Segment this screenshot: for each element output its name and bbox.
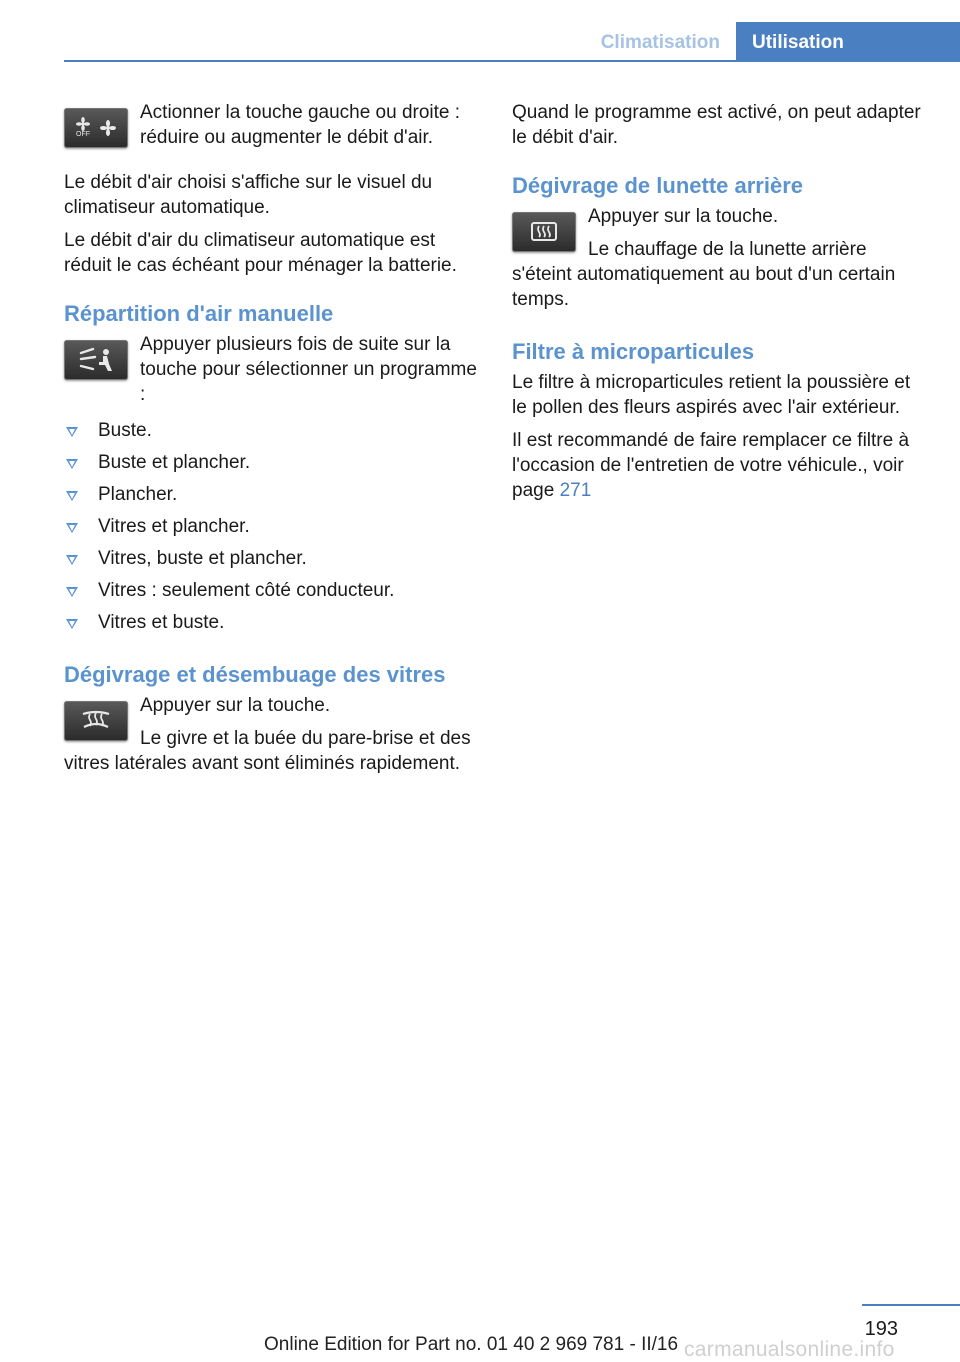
- header-chapter-tab: Utilisation: [736, 22, 960, 62]
- bullet-triangle-icon: [66, 459, 78, 469]
- fan-speed-block: [64, 100, 478, 158]
- air-distribution-text: Appuyer plusieurs fois de suite sur la touche pour sélectionner un programme :: [140, 334, 477, 405]
- fan-speed-button-image: [64, 108, 128, 148]
- windshield-press-text: Appuyer sur la touche.: [140, 695, 331, 716]
- heading-microfilter: Filtre à microparticules: [512, 339, 755, 364]
- list-item: Vitres : seulement côté conducteur.: [64, 575, 478, 607]
- list-item: Vitres, buste et plancher.: [64, 543, 478, 575]
- fan-speed-icon: [100, 120, 116, 136]
- header-section-title: Climatisation: [600, 32, 720, 53]
- page-header: [64, 22, 960, 62]
- list-item: Buste et plancher.: [64, 447, 478, 479]
- right-column: [512, 100, 928, 511]
- list-item: Vitres et buste.: [64, 607, 478, 639]
- list-item: Vitres et plancher.: [64, 511, 478, 543]
- bullet-triangle-icon: [66, 427, 78, 437]
- program-list: [64, 415, 478, 639]
- bullet-triangle-icon: [66, 523, 78, 533]
- windshield-defrost-icon: [81, 709, 111, 733]
- windshield-defrost-block: [64, 693, 478, 776]
- heading-air-distribution: Répartition d'air manuelle: [64, 301, 334, 326]
- rear-window-defrost-button-image: [512, 212, 576, 252]
- footer-edition-text: Online Edition for Part no. 01 40 2 969 781 - II/16: [264, 1334, 679, 1355]
- rear-window-press-text: Appuyer sur la touche.: [588, 206, 779, 227]
- heading-windshield-defrost: Dégivrage et désembuage des vitres: [64, 662, 446, 687]
- bullet-triangle-icon: [66, 491, 78, 501]
- air-distribution-icon: [79, 347, 113, 373]
- page-number: 193: [864, 1318, 898, 1340]
- header-rule: [64, 60, 960, 62]
- air-distribution-block: [64, 332, 478, 407]
- heading-rear-window-defrost: Dégivrage de lunette arrière: [512, 173, 804, 198]
- paragraph: Quand le programme est activé, on peut adapter le débit d'air.: [512, 102, 921, 148]
- air-distribution-button-image: [64, 340, 128, 380]
- rear-window-defrost-text: Le chauffage de la lunette arrière s'éteint automatiquement au bout d'un certain temps.: [512, 239, 896, 310]
- windshield-defrost-button-image: [64, 701, 128, 741]
- footer-rule: [862, 1304, 960, 1306]
- paragraph: Le filtre à microparticules retient la poussière et le pollen des fleurs aspirés avec l'air extérieur.: [512, 372, 911, 418]
- list-item: Plancher.: [64, 479, 478, 511]
- watermark: carmanualsonline.info: [684, 1338, 895, 1361]
- left-column: [64, 100, 478, 784]
- rear-window-defrost-block: [512, 204, 928, 312]
- fan-speed-text: Actionner la touche gauche ou droite : réduire ou augmenter le débit d'air.: [140, 102, 461, 148]
- bullet-triangle-icon: [66, 619, 78, 629]
- page-reference-link[interactable]: 271: [559, 480, 592, 501]
- paragraph: Le débit d'air choisi s'affiche sur le visuel du climatiseur automatique.: [64, 172, 433, 218]
- rear-window-defrost-icon: [529, 220, 559, 244]
- windshield-defrost-text: Le givre et la buée du pare-brise et des vitres latérales avant sont éliminés rapidement.: [64, 728, 471, 774]
- bullet-triangle-icon: [66, 555, 78, 565]
- paragraph: Le débit d'air du climatiseur automatique est réduit le cas échéant pour ménager la batterie.: [64, 230, 457, 276]
- paragraph: Il est recommandé de faire remplacer ce filtre à l'occasion de l'entretien de votre véhicule., voir page 271: [512, 430, 910, 501]
- list-item: Buste.: [64, 415, 478, 447]
- bullet-triangle-icon: [66, 587, 78, 597]
- fan-off-icon: OFF: [76, 117, 90, 139]
